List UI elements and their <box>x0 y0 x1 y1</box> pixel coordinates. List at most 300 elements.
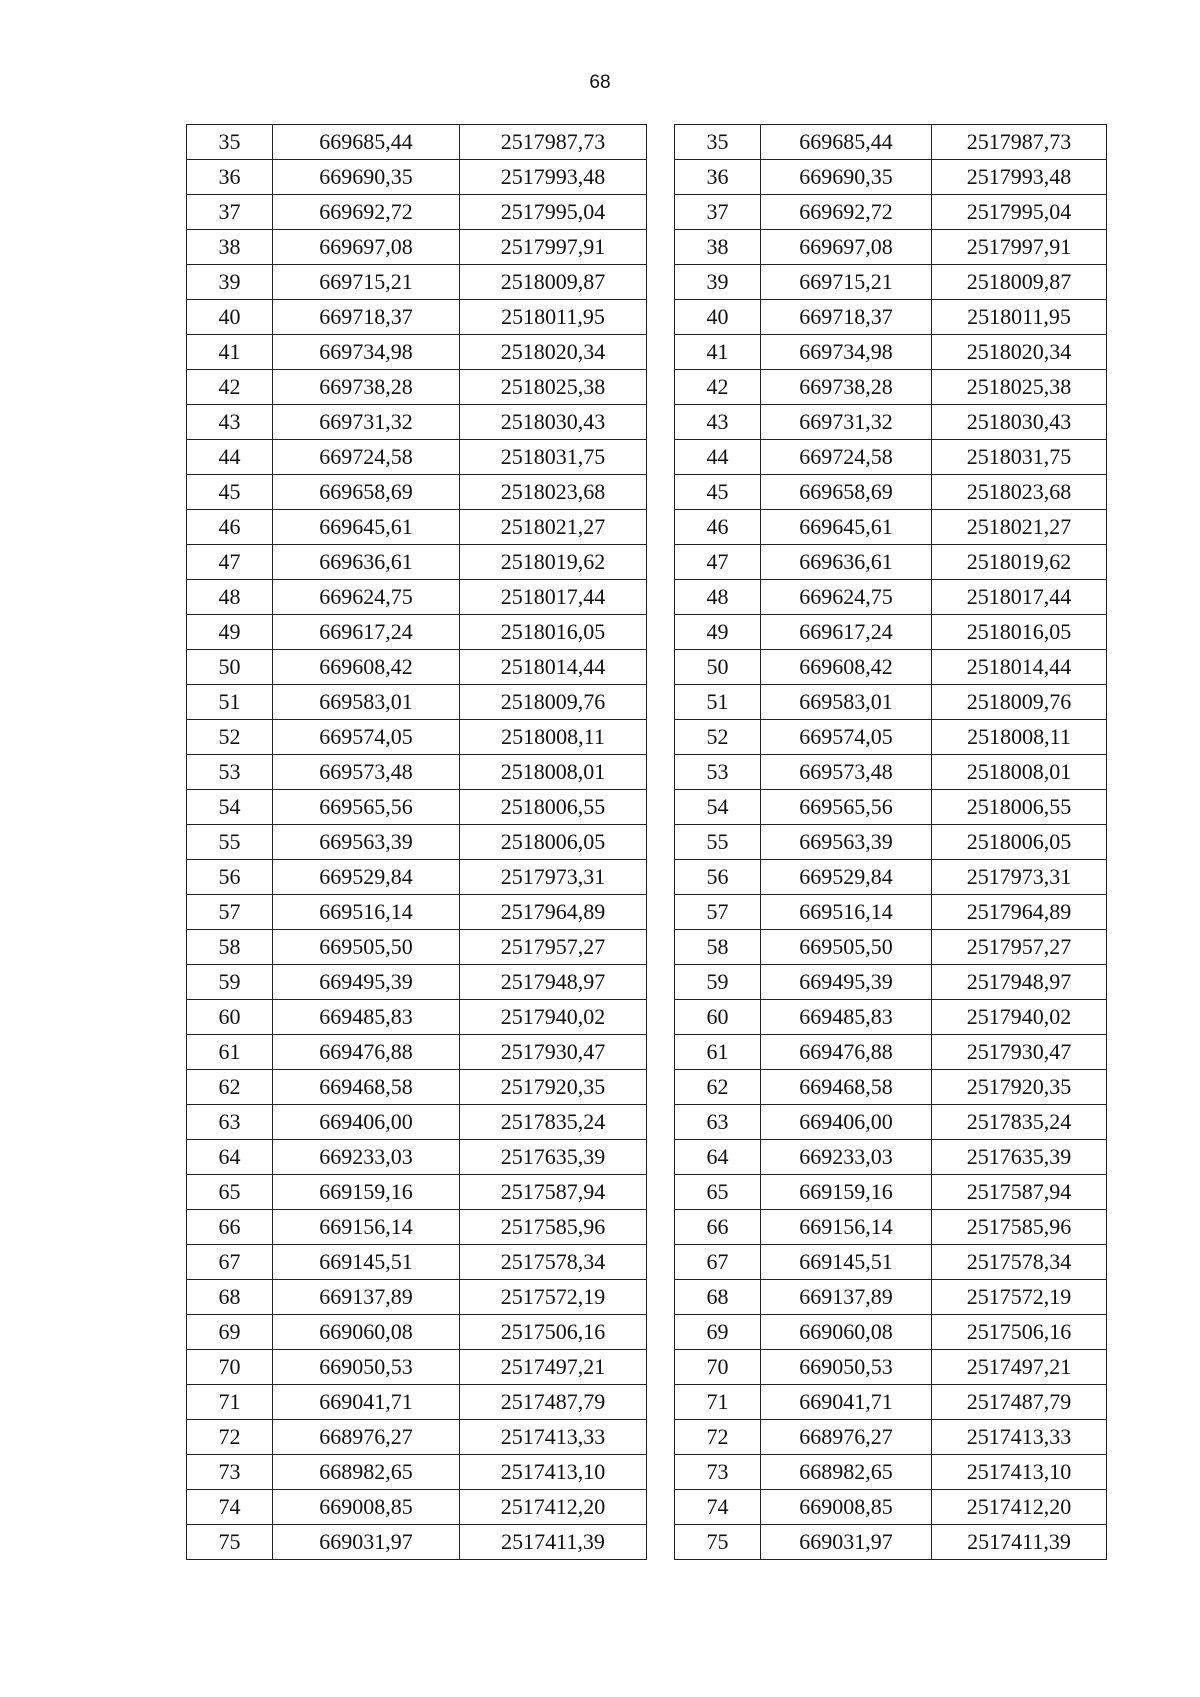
point-number-cell: 62 <box>675 1070 761 1105</box>
point-number-cell: 36 <box>187 160 273 195</box>
y-coordinate-cell: 2518009,76 <box>932 685 1107 720</box>
point-number-cell: 56 <box>675 860 761 895</box>
x-coordinate-cell: 669485,83 <box>761 1000 932 1035</box>
y-coordinate-cell: 2518006,55 <box>932 790 1107 825</box>
x-coordinate-cell: 669485,83 <box>273 1000 460 1035</box>
point-number-cell: 66 <box>187 1210 273 1245</box>
table-row <box>675 1455 1107 1490</box>
table-row <box>187 895 647 930</box>
table-row <box>675 755 1107 790</box>
table-row <box>675 510 1107 545</box>
point-number-cell: 61 <box>675 1035 761 1070</box>
y-coordinate-cell: 2517940,02 <box>932 1000 1107 1035</box>
y-coordinate-cell: 2518008,01 <box>460 755 647 790</box>
y-coordinate-cell: 2517572,19 <box>460 1280 647 1315</box>
table-row <box>187 755 647 790</box>
x-coordinate-cell: 669529,84 <box>273 860 460 895</box>
x-coordinate-cell: 669734,98 <box>761 335 932 370</box>
y-coordinate-cell: 2517957,27 <box>460 930 647 965</box>
x-coordinate-cell: 669137,89 <box>761 1280 932 1315</box>
y-coordinate-cell: 2517635,39 <box>932 1140 1107 1175</box>
coordinates-table-right <box>674 124 1107 1560</box>
table-row <box>187 1385 647 1420</box>
point-number-cell: 63 <box>675 1105 761 1140</box>
table-row <box>675 1140 1107 1175</box>
x-coordinate-cell: 669645,61 <box>273 510 460 545</box>
y-coordinate-cell: 2517920,35 <box>932 1070 1107 1105</box>
table-row <box>187 195 647 230</box>
table-row <box>187 230 647 265</box>
x-coordinate-cell: 669406,00 <box>761 1105 932 1140</box>
point-number-cell: 39 <box>675 265 761 300</box>
point-number-cell: 42 <box>675 370 761 405</box>
x-coordinate-cell: 669565,56 <box>761 790 932 825</box>
point-number-cell: 36 <box>675 160 761 195</box>
x-coordinate-cell: 669060,08 <box>761 1315 932 1350</box>
table-row <box>675 475 1107 510</box>
x-coordinate-cell: 669041,71 <box>273 1385 460 1420</box>
point-number-cell: 51 <box>187 685 273 720</box>
point-number-cell: 40 <box>675 300 761 335</box>
y-coordinate-cell: 2517487,79 <box>460 1385 647 1420</box>
x-coordinate-cell: 669724,58 <box>273 440 460 475</box>
y-coordinate-cell: 2518020,34 <box>460 335 647 370</box>
x-coordinate-cell: 669468,58 <box>273 1070 460 1105</box>
table-row <box>675 860 1107 895</box>
point-number-cell: 47 <box>675 545 761 580</box>
x-coordinate-cell: 669624,75 <box>273 580 460 615</box>
x-coordinate-cell: 669690,35 <box>761 160 932 195</box>
x-coordinate-cell: 669476,88 <box>761 1035 932 1070</box>
table-row <box>675 825 1107 860</box>
table-row <box>187 440 647 475</box>
x-coordinate-cell: 669738,28 <box>273 370 460 405</box>
x-coordinate-cell: 669060,08 <box>273 1315 460 1350</box>
y-coordinate-cell: 2517506,16 <box>460 1315 647 1350</box>
x-coordinate-cell: 669468,58 <box>761 1070 932 1105</box>
y-coordinate-cell: 2517413,10 <box>932 1455 1107 1490</box>
y-coordinate-cell: 2518025,38 <box>932 370 1107 405</box>
point-number-cell: 40 <box>187 300 273 335</box>
y-coordinate-cell: 2518031,75 <box>932 440 1107 475</box>
point-number-cell: 72 <box>675 1420 761 1455</box>
x-coordinate-cell: 669008,85 <box>273 1490 460 1525</box>
point-number-cell: 54 <box>187 790 273 825</box>
table-row <box>675 1490 1107 1525</box>
y-coordinate-cell: 2517411,39 <box>460 1525 647 1560</box>
y-coordinate-cell: 2517835,24 <box>460 1105 647 1140</box>
x-coordinate-cell: 669645,61 <box>761 510 932 545</box>
point-number-cell: 42 <box>187 370 273 405</box>
point-number-cell: 68 <box>187 1280 273 1315</box>
y-coordinate-cell: 2517964,89 <box>460 895 647 930</box>
page-number: 68 <box>589 72 611 93</box>
y-coordinate-cell: 2517973,31 <box>932 860 1107 895</box>
x-coordinate-cell: 669233,03 <box>761 1140 932 1175</box>
x-coordinate-cell: 669731,32 <box>761 405 932 440</box>
table-row <box>187 1525 647 1560</box>
x-coordinate-cell: 669563,39 <box>273 825 460 860</box>
x-coordinate-cell: 669715,21 <box>273 265 460 300</box>
point-number-cell: 37 <box>187 195 273 230</box>
point-number-cell: 59 <box>675 965 761 1000</box>
y-coordinate-cell: 2518025,38 <box>460 370 647 405</box>
table-row <box>187 1070 647 1105</box>
x-coordinate-cell: 669718,37 <box>273 300 460 335</box>
point-number-cell: 73 <box>187 1455 273 1490</box>
table-row <box>675 1245 1107 1280</box>
x-coordinate-cell: 669715,21 <box>761 265 932 300</box>
y-coordinate-cell: 2517572,19 <box>932 1280 1107 1315</box>
y-coordinate-cell: 2517940,02 <box>460 1000 647 1035</box>
x-coordinate-cell: 669041,71 <box>761 1385 932 1420</box>
y-coordinate-cell: 2517995,04 <box>460 195 647 230</box>
y-coordinate-cell: 2517973,31 <box>460 860 647 895</box>
x-coordinate-cell: 669008,85 <box>761 1490 932 1525</box>
y-coordinate-cell: 2518006,05 <box>460 825 647 860</box>
y-coordinate-cell: 2517987,73 <box>932 125 1107 160</box>
y-coordinate-cell: 2518031,75 <box>460 440 647 475</box>
x-coordinate-cell: 669233,03 <box>273 1140 460 1175</box>
y-coordinate-cell: 2518030,43 <box>460 405 647 440</box>
table-row <box>675 1385 1107 1420</box>
y-coordinate-cell: 2518016,05 <box>932 615 1107 650</box>
table-row <box>675 965 1107 1000</box>
y-coordinate-cell: 2517948,97 <box>460 965 647 1000</box>
x-coordinate-cell: 669617,24 <box>761 615 932 650</box>
y-coordinate-cell: 2518008,11 <box>460 720 647 755</box>
point-number-cell: 53 <box>675 755 761 790</box>
point-number-cell: 75 <box>187 1525 273 1560</box>
y-coordinate-cell: 2518017,44 <box>460 580 647 615</box>
table-row <box>675 300 1107 335</box>
point-number-cell: 51 <box>675 685 761 720</box>
x-coordinate-cell: 669031,97 <box>273 1525 460 1560</box>
y-coordinate-cell: 2517957,27 <box>932 930 1107 965</box>
x-coordinate-cell: 669495,39 <box>761 965 932 1000</box>
table-row <box>675 790 1107 825</box>
y-coordinate-cell: 2517578,34 <box>932 1245 1107 1280</box>
y-coordinate-cell: 2518014,44 <box>932 650 1107 685</box>
table-row <box>187 685 647 720</box>
y-coordinate-cell: 2518014,44 <box>460 650 647 685</box>
x-coordinate-cell: 669529,84 <box>761 860 932 895</box>
x-coordinate-cell: 669145,51 <box>761 1245 932 1280</box>
point-number-cell: 74 <box>187 1490 273 1525</box>
table-row <box>187 160 647 195</box>
point-number-cell: 68 <box>675 1280 761 1315</box>
x-coordinate-cell: 669156,14 <box>273 1210 460 1245</box>
table-row <box>675 195 1107 230</box>
point-number-cell: 53 <box>187 755 273 790</box>
table-row <box>675 1315 1107 1350</box>
x-coordinate-cell: 669031,97 <box>761 1525 932 1560</box>
x-coordinate-cell: 669476,88 <box>273 1035 460 1070</box>
point-number-cell: 56 <box>187 860 273 895</box>
x-coordinate-cell: 669583,01 <box>761 685 932 720</box>
y-coordinate-cell: 2518021,27 <box>460 510 647 545</box>
y-coordinate-cell: 2518020,34 <box>932 335 1107 370</box>
x-coordinate-cell: 669636,61 <box>761 545 932 580</box>
y-coordinate-cell: 2517997,91 <box>460 230 647 265</box>
x-coordinate-cell: 669563,39 <box>761 825 932 860</box>
x-coordinate-cell: 669658,69 <box>761 475 932 510</box>
table-row <box>675 615 1107 650</box>
point-number-cell: 57 <box>675 895 761 930</box>
x-coordinate-cell: 669574,05 <box>273 720 460 755</box>
table-row <box>187 265 647 300</box>
y-coordinate-cell: 2518006,05 <box>932 825 1107 860</box>
x-coordinate-cell: 669583,01 <box>273 685 460 720</box>
point-number-cell: 49 <box>187 615 273 650</box>
x-coordinate-cell: 669608,42 <box>761 650 932 685</box>
table-row <box>187 125 647 160</box>
table-row <box>187 1175 647 1210</box>
y-coordinate-cell: 2518006,55 <box>460 790 647 825</box>
point-number-cell: 67 <box>675 1245 761 1280</box>
x-coordinate-cell: 669573,48 <box>273 755 460 790</box>
point-number-cell: 48 <box>187 580 273 615</box>
x-coordinate-cell: 669406,00 <box>273 1105 460 1140</box>
point-number-cell: 41 <box>187 335 273 370</box>
y-coordinate-cell: 2517587,94 <box>460 1175 647 1210</box>
y-coordinate-cell: 2518030,43 <box>932 405 1107 440</box>
table-row <box>675 1420 1107 1455</box>
table-row <box>675 230 1107 265</box>
point-number-cell: 75 <box>675 1525 761 1560</box>
x-coordinate-cell: 669145,51 <box>273 1245 460 1280</box>
point-number-cell: 48 <box>675 580 761 615</box>
point-number-cell: 67 <box>187 1245 273 1280</box>
y-coordinate-cell: 2518021,27 <box>932 510 1107 545</box>
x-coordinate-cell: 669573,48 <box>761 755 932 790</box>
table-row <box>187 405 647 440</box>
point-number-cell: 54 <box>675 790 761 825</box>
point-number-cell: 71 <box>187 1385 273 1420</box>
y-coordinate-cell: 2517585,96 <box>460 1210 647 1245</box>
table-row <box>187 475 647 510</box>
table-row <box>187 510 647 545</box>
x-coordinate-cell: 669685,44 <box>273 125 460 160</box>
table-row <box>187 1490 647 1525</box>
point-number-cell: 65 <box>675 1175 761 1210</box>
x-coordinate-cell: 669137,89 <box>273 1280 460 1315</box>
point-number-cell: 44 <box>187 440 273 475</box>
y-coordinate-cell: 2517987,73 <box>460 125 647 160</box>
y-coordinate-cell: 2517413,10 <box>460 1455 647 1490</box>
y-coordinate-cell: 2517930,47 <box>460 1035 647 1070</box>
point-number-cell: 41 <box>675 335 761 370</box>
table-row <box>675 1000 1107 1035</box>
y-coordinate-cell: 2517412,20 <box>460 1490 647 1525</box>
table-row <box>187 860 647 895</box>
x-coordinate-cell: 669738,28 <box>761 370 932 405</box>
y-coordinate-cell: 2518009,87 <box>460 265 647 300</box>
y-coordinate-cell: 2518011,95 <box>932 300 1107 335</box>
y-coordinate-cell: 2518009,76 <box>460 685 647 720</box>
x-coordinate-cell: 669505,50 <box>761 930 932 965</box>
y-coordinate-cell: 2518011,95 <box>460 300 647 335</box>
x-coordinate-cell: 669718,37 <box>761 300 932 335</box>
point-number-cell: 55 <box>675 825 761 860</box>
x-coordinate-cell: 669516,14 <box>761 895 932 930</box>
point-number-cell: 58 <box>187 930 273 965</box>
y-coordinate-cell: 2518016,05 <box>460 615 647 650</box>
x-coordinate-cell: 669156,14 <box>761 1210 932 1245</box>
point-number-cell: 62 <box>187 1070 273 1105</box>
table-row <box>187 825 647 860</box>
coordinates-table-left-body <box>187 125 647 1560</box>
y-coordinate-cell: 2517587,94 <box>932 1175 1107 1210</box>
table-row <box>675 650 1107 685</box>
point-number-cell: 69 <box>187 1315 273 1350</box>
x-coordinate-cell: 668976,27 <box>761 1420 932 1455</box>
y-coordinate-cell: 2517993,48 <box>460 160 647 195</box>
y-coordinate-cell: 2517413,33 <box>460 1420 647 1455</box>
table-row <box>675 125 1107 160</box>
y-coordinate-cell: 2517578,34 <box>460 1245 647 1280</box>
point-number-cell: 38 <box>675 230 761 265</box>
x-coordinate-cell: 669692,72 <box>273 195 460 230</box>
table-row <box>675 335 1107 370</box>
y-coordinate-cell: 2517835,24 <box>932 1105 1107 1140</box>
point-number-cell: 45 <box>187 475 273 510</box>
x-coordinate-cell: 668982,65 <box>273 1455 460 1490</box>
point-number-cell: 50 <box>675 650 761 685</box>
table-row <box>675 1070 1107 1105</box>
table-row <box>187 965 647 1000</box>
y-coordinate-cell: 2517930,47 <box>932 1035 1107 1070</box>
table-row <box>675 580 1107 615</box>
point-number-cell: 38 <box>187 230 273 265</box>
y-coordinate-cell: 2517948,97 <box>932 965 1107 1000</box>
point-number-cell: 39 <box>187 265 273 300</box>
x-coordinate-cell: 669050,53 <box>273 1350 460 1385</box>
point-number-cell: 64 <box>187 1140 273 1175</box>
table-row <box>675 265 1107 300</box>
table-row <box>187 1140 647 1175</box>
table-row <box>675 1035 1107 1070</box>
point-number-cell: 49 <box>675 615 761 650</box>
table-row <box>187 790 647 825</box>
table-row <box>187 1455 647 1490</box>
table-row <box>187 1245 647 1280</box>
table-row <box>187 1000 647 1035</box>
point-number-cell: 46 <box>187 510 273 545</box>
y-coordinate-cell: 2518017,44 <box>932 580 1107 615</box>
x-coordinate-cell: 668982,65 <box>761 1455 932 1490</box>
table-row <box>187 1105 647 1140</box>
point-number-cell: 61 <box>187 1035 273 1070</box>
table-row <box>675 1280 1107 1315</box>
point-number-cell: 45 <box>675 475 761 510</box>
point-number-cell: 50 <box>187 650 273 685</box>
coordinates-table-left <box>186 124 647 1560</box>
y-coordinate-cell: 2517497,21 <box>460 1350 647 1385</box>
point-number-cell: 65 <box>187 1175 273 1210</box>
point-number-cell: 63 <box>187 1105 273 1140</box>
table-row <box>187 545 647 580</box>
x-coordinate-cell: 669685,44 <box>761 125 932 160</box>
y-coordinate-cell: 2517993,48 <box>932 160 1107 195</box>
x-coordinate-cell: 669159,16 <box>761 1175 932 1210</box>
point-number-cell: 70 <box>187 1350 273 1385</box>
table-row <box>187 930 647 965</box>
table-row <box>187 370 647 405</box>
point-number-cell: 71 <box>675 1385 761 1420</box>
table-row <box>187 1210 647 1245</box>
table-row <box>187 615 647 650</box>
x-coordinate-cell: 669692,72 <box>761 195 932 230</box>
x-coordinate-cell: 669624,75 <box>761 580 932 615</box>
point-number-cell: 60 <box>187 1000 273 1035</box>
y-coordinate-cell: 2517585,96 <box>932 1210 1107 1245</box>
y-coordinate-cell: 2517411,39 <box>932 1525 1107 1560</box>
table-row <box>187 1315 647 1350</box>
x-coordinate-cell: 669565,56 <box>273 790 460 825</box>
x-coordinate-cell: 669050,53 <box>761 1350 932 1385</box>
x-coordinate-cell: 669516,14 <box>273 895 460 930</box>
point-number-cell: 47 <box>187 545 273 580</box>
table-row <box>675 720 1107 755</box>
y-coordinate-cell: 2518008,11 <box>932 720 1107 755</box>
y-coordinate-cell: 2517920,35 <box>460 1070 647 1105</box>
table-row <box>675 160 1107 195</box>
point-number-cell: 58 <box>675 930 761 965</box>
coordinates-table-right-body <box>675 125 1107 1560</box>
y-coordinate-cell: 2517487,79 <box>932 1385 1107 1420</box>
point-number-cell: 59 <box>187 965 273 1000</box>
point-number-cell: 35 <box>187 125 273 160</box>
point-number-cell: 44 <box>675 440 761 475</box>
table-row <box>187 650 647 685</box>
x-coordinate-cell: 669608,42 <box>273 650 460 685</box>
table-row <box>187 300 647 335</box>
table-row <box>187 1035 647 1070</box>
x-coordinate-cell: 669159,16 <box>273 1175 460 1210</box>
table-row <box>675 1350 1107 1385</box>
point-number-cell: 72 <box>187 1420 273 1455</box>
table-row <box>187 720 647 755</box>
x-coordinate-cell: 669617,24 <box>273 615 460 650</box>
x-coordinate-cell: 669574,05 <box>761 720 932 755</box>
y-coordinate-cell: 2518019,62 <box>460 545 647 580</box>
x-coordinate-cell: 669731,32 <box>273 405 460 440</box>
point-number-cell: 37 <box>675 195 761 230</box>
y-coordinate-cell: 2518019,62 <box>932 545 1107 580</box>
table-row <box>675 440 1107 475</box>
table-row <box>675 1210 1107 1245</box>
y-coordinate-cell: 2518023,68 <box>932 475 1107 510</box>
point-number-cell: 52 <box>187 720 273 755</box>
table-row <box>675 685 1107 720</box>
point-number-cell: 55 <box>187 825 273 860</box>
y-coordinate-cell: 2517964,89 <box>932 895 1107 930</box>
table-row <box>187 1350 647 1385</box>
y-coordinate-cell: 2517497,21 <box>932 1350 1107 1385</box>
table-row <box>675 930 1107 965</box>
y-coordinate-cell: 2518009,87 <box>932 265 1107 300</box>
table-row <box>675 895 1107 930</box>
x-coordinate-cell: 669636,61 <box>273 545 460 580</box>
x-coordinate-cell: 669724,58 <box>761 440 932 475</box>
x-coordinate-cell: 669495,39 <box>273 965 460 1000</box>
x-coordinate-cell: 669697,08 <box>761 230 932 265</box>
point-number-cell: 64 <box>675 1140 761 1175</box>
y-coordinate-cell: 2517997,91 <box>932 230 1107 265</box>
y-coordinate-cell: 2517413,33 <box>932 1420 1107 1455</box>
table-row <box>675 405 1107 440</box>
